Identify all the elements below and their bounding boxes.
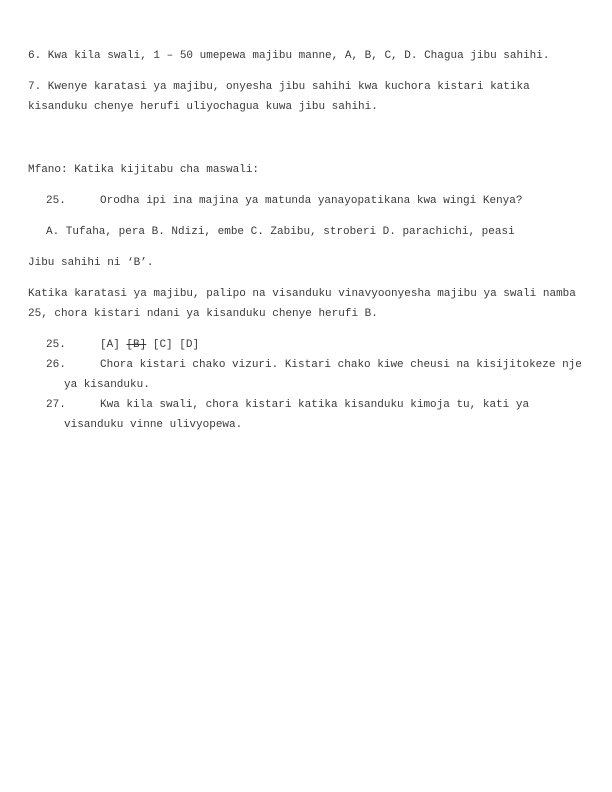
example-question xyxy=(28,191,588,211)
example-options: A. Tufaha, pera B. Ndizi, embe C. Zabibu, stroberi D. parachichi, peasi xyxy=(46,226,515,238)
list-item-number: 27. xyxy=(46,399,66,411)
example-question-text: Orodha ipi ina majina ya matunda yanayopatikana kwa wingi Kenya? xyxy=(100,195,523,207)
answer-box-c: [C] xyxy=(152,339,173,351)
list-item-number: 26. xyxy=(46,359,66,371)
example-answer: Jibu sahihi ni ‘B’. xyxy=(28,257,154,269)
spacer xyxy=(28,128,588,160)
instruction-item-6: 6. Kwa kila swali, 1 – 50 umepewa majibu manne, A, B, C, D. Chagua jibu sahihi. xyxy=(28,50,550,62)
list-item-text: Kwa kila swali, chora kistari katika kisanduku kimoja tu, kati ya visanduku vinne ulivyopewa. xyxy=(64,399,530,431)
document-page xyxy=(28,46,588,435)
list-item-25 xyxy=(28,335,588,355)
answer-box-a: [A] xyxy=(100,339,120,351)
instruction-item-7: 7. Kwenye karatasi ya majibu, onyesha jibu sahihi kwa kuchora kistari katika kisanduku chenye herufi uliyochagua kuwa jibu sahihi. xyxy=(28,81,530,113)
list-item-27 xyxy=(28,395,588,435)
list-item-26 xyxy=(28,355,588,395)
example-explanation: Katika karatasi ya majibu, palipo na visanduku vinavyoonyesha majibu ya swali namba 25, chora kistari ndani ya kisanduku chenye herufi B. xyxy=(28,288,576,320)
example-question-number: 25. xyxy=(46,195,66,207)
answer-box-d: [D] xyxy=(179,339,200,351)
example-heading: Mfano: Katika kijitabu cha maswali: xyxy=(28,164,260,176)
answer-box-b-marked: [B] xyxy=(126,339,147,351)
answer-list xyxy=(28,335,588,435)
list-item-text: Chora kistari chako vizuri. Kistari chako kiwe cheusi na kisijitokeze nje ya kisanduku. xyxy=(64,359,582,391)
list-item-number: 25. xyxy=(46,339,66,351)
